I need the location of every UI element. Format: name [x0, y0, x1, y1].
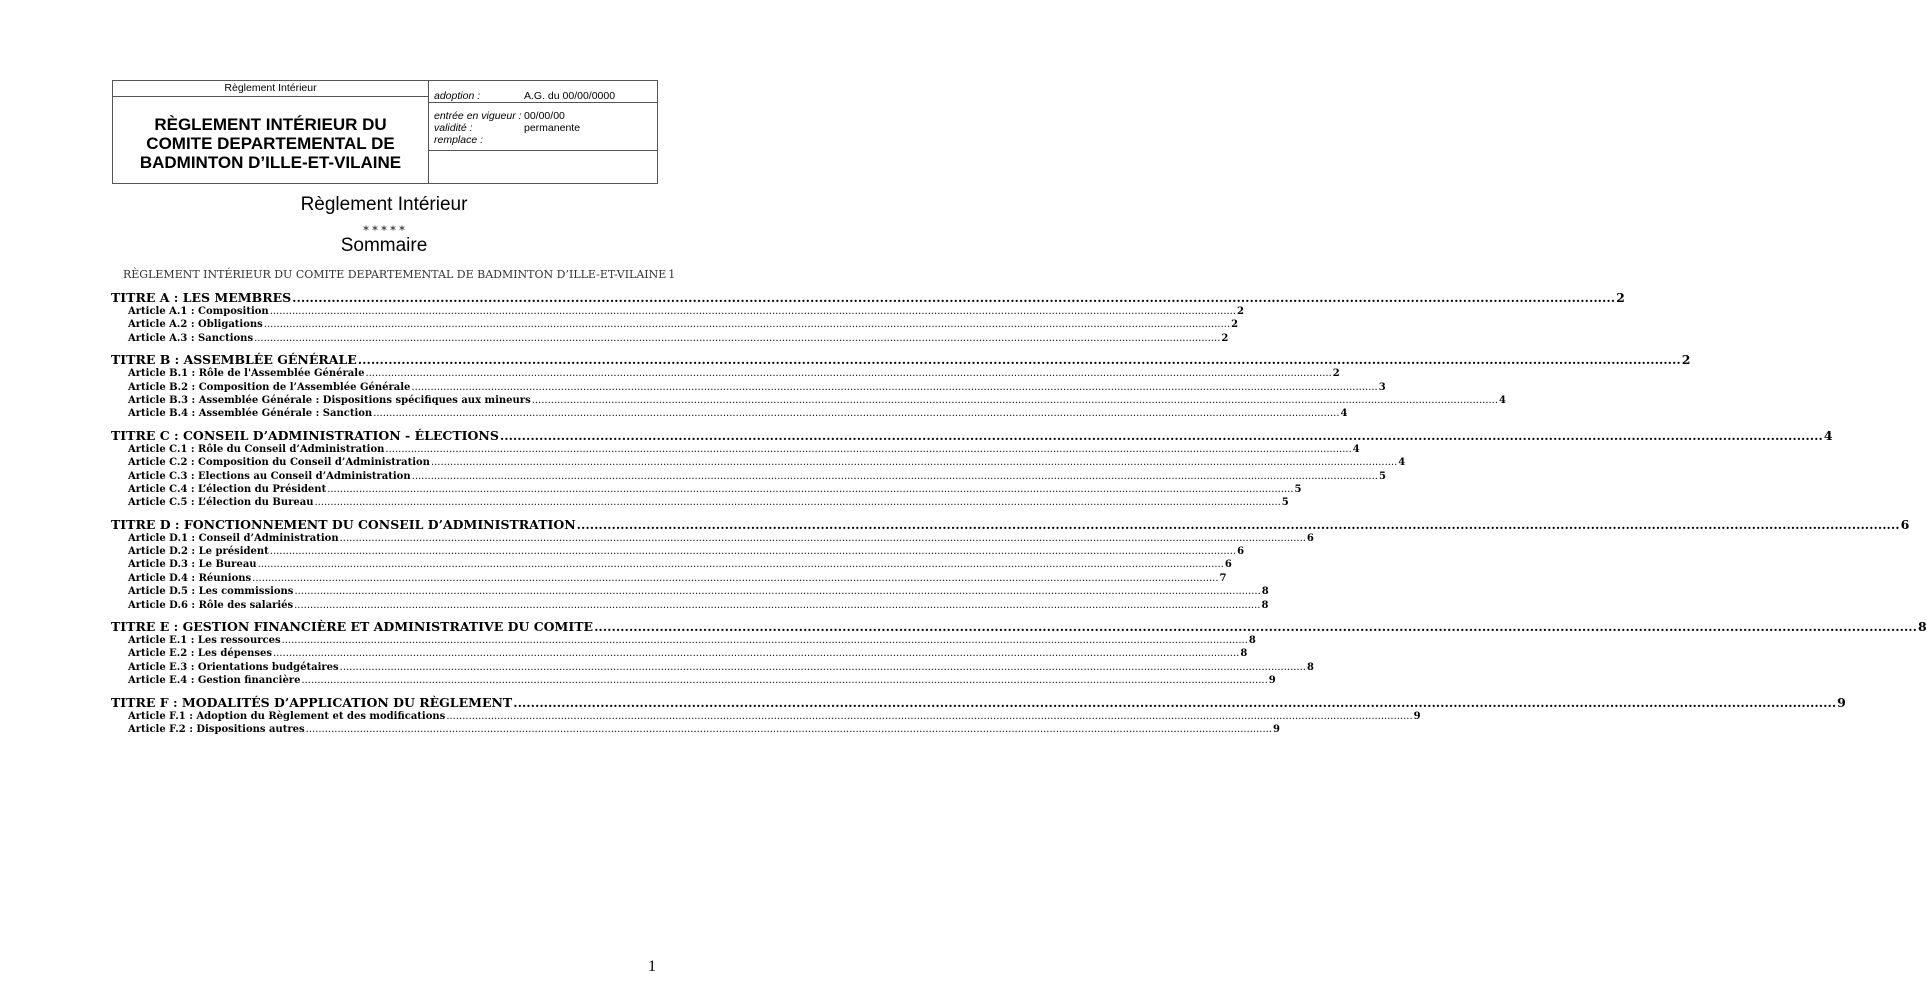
- toc-entry-page: 9: [1272, 723, 1280, 735]
- dot-leader: [365, 368, 1331, 379]
- toc-entry-article[interactable]: [111, 532, 1314, 546]
- toc-entry-label: Article F.2 : Dispositions autres: [128, 723, 305, 735]
- toc-entry-page: 8: [1261, 586, 1269, 598]
- sommaire-heading: Sommaire: [340, 235, 428, 256]
- dot-leader: [264, 319, 1230, 330]
- toc-entry-label: TITRE A : LES MEMBRES: [111, 290, 292, 305]
- toc-entry-article[interactable]: [111, 559, 1232, 572]
- toc-entry-article[interactable]: [111, 599, 1269, 613]
- toc-entry-label: TITRE F : MODALITÉS D’APPLICATION DU RÈGLEMENT: [111, 694, 513, 710]
- dot-leader: [292, 290, 1615, 305]
- toc-entry-label: TITRE E : GESTION FINANCIÈRE ET ADMINISTRATIVE DU COMITE: [111, 619, 594, 635]
- header-table: [112, 80, 658, 184]
- toc-entry-article[interactable]: [111, 661, 1314, 675]
- dot-leader: [446, 711, 1412, 722]
- toc-entry-label: Article C.5 : L’élection du Bureau: [128, 497, 314, 509]
- toc-entry-label: Article A.2 : Obligations: [128, 319, 263, 331]
- dot-leader: [385, 444, 1351, 455]
- adoption-label: adoption :: [434, 90, 481, 102]
- toc-entry-label: TITRE D : FONCTIONNEMENT DU CONSEIL D’ADMINISTRATION: [111, 516, 576, 532]
- toc-entry-label: Article D.5 : Les commissions: [128, 586, 294, 598]
- toc-entry-label: Article C.2 : Composition du Conseil d’Administration: [128, 457, 430, 469]
- toc-entry-label: Article D.6 : Rôle des salariés: [128, 599, 294, 611]
- toc-entry-label: Article E.2 : Les dépenses: [128, 648, 272, 660]
- toc-entry-page: 7: [1219, 572, 1227, 584]
- dot-leader: [270, 306, 1236, 317]
- header-label: Règlement Intérieur: [113, 81, 429, 97]
- table-of-contents: [111, 268, 1927, 737]
- toc-entry-page: 4: [1499, 394, 1506, 406]
- toc-entry-label: Article C.4 : L’élection du Président: [128, 483, 327, 495]
- toc-entry-article[interactable]: [111, 635, 1256, 648]
- dot-leader: [358, 352, 1681, 367]
- toc-entry-page: 8: [1261, 599, 1269, 611]
- entree-label: entrée en vigueur :: [434, 110, 522, 122]
- toc-entry-article[interactable]: [111, 443, 1360, 457]
- toc-entry-page: 6: [1237, 546, 1245, 558]
- toc-entry-article[interactable]: [111, 306, 1244, 319]
- toc-entry-article[interactable]: [111, 332, 1229, 346]
- toc-entry-page: 3: [1378, 381, 1386, 393]
- toc-entry-article[interactable]: [111, 648, 1248, 661]
- toc-entry-label: Article B.1 : Rôle de l'Assemblée Générale: [128, 368, 365, 380]
- adoption-value: A.G. du 00/00/0000: [524, 90, 616, 102]
- toc-entry-article[interactable]: [111, 319, 1239, 332]
- entree-value: 00/00/00: [524, 110, 565, 122]
- toc-entry-titre[interactable]: [111, 516, 1910, 533]
- toc-entry-article[interactable]: [111, 546, 1245, 559]
- toc-entry-article[interactable]: [111, 723, 1280, 737]
- dot-leader: [411, 382, 1377, 393]
- toc-entry-titre[interactable]: [111, 290, 1625, 306]
- dot-leader: [252, 573, 1218, 584]
- toc-entry-page: 2: [1681, 352, 1691, 368]
- toc-entry-page: 8: [1240, 648, 1248, 660]
- toc-entry-page: 2: [1231, 319, 1239, 331]
- toc-entry-label: Article C.3 : Elections au Conseil d’Administration: [128, 470, 411, 482]
- toc-entry-article[interactable]: [111, 457, 1406, 470]
- toc-entry-titre[interactable]: [111, 619, 1927, 635]
- toc-entry-label: Article D.4 : Réunions: [128, 572, 252, 584]
- dot-leader: [258, 559, 1224, 570]
- toc-entry-article[interactable]: [111, 497, 1289, 510]
- toc-entry-document[interactable]: [111, 268, 676, 284]
- toc-entry-page: 4: [1340, 408, 1348, 420]
- validite-label: validité :: [434, 122, 473, 134]
- toc-entry-label: Article D.2 : Le président: [128, 546, 269, 558]
- toc-entry-page: 5: [1294, 483, 1302, 495]
- page-number: 1: [648, 958, 656, 975]
- dot-leader: [306, 724, 1272, 735]
- document-title: Règlement Intérieur: [300, 194, 468, 215]
- toc-entry-page: 5: [1281, 497, 1289, 509]
- dot-leader: [254, 333, 1220, 344]
- toc-entry-titre[interactable]: [111, 694, 1846, 711]
- dot-leader: [270, 546, 1236, 557]
- dot-leader: [532, 395, 1498, 406]
- toc-entry-titre[interactable]: [111, 352, 1691, 368]
- dot-leader: [577, 517, 1900, 532]
- toc-entry-page: 6: [1900, 516, 1910, 532]
- dot-leader: [273, 648, 1239, 659]
- dot-leader: [594, 619, 1917, 634]
- dot-leader: [282, 635, 1248, 646]
- toc-entry-page: 2: [1237, 306, 1244, 317]
- toc-entry-article[interactable]: [111, 483, 1302, 497]
- toc-entry-article[interactable]: [111, 572, 1227, 586]
- dot-leader: [373, 408, 1339, 419]
- toc-entry-article[interactable]: [111, 586, 1269, 599]
- toc-entry-page: 6: [1306, 532, 1314, 544]
- toc-entry-label: Article E.4 : Gestion financière: [128, 675, 301, 687]
- toc-entry-label: Article E.3 : Orientations budgétaires: [128, 661, 339, 673]
- toc-entry-label: Article C.1 : Rôle du Conseil d’Administration: [128, 443, 385, 455]
- dot-leader: [340, 533, 1306, 544]
- toc-entry-page: 8: [1918, 619, 1927, 635]
- header-meta: [429, 81, 658, 184]
- toc-entry-label: Article D.1 : Conseil d’Administration: [128, 532, 339, 544]
- dot-leader: [431, 457, 1397, 468]
- toc-entry-page: 6: [1224, 559, 1232, 571]
- toc-entry-page: 9: [1837, 694, 1846, 710]
- toc-entry-page: 9: [1268, 675, 1276, 687]
- toc-entry-page: 4: [1398, 457, 1406, 469]
- toc-entry-article[interactable]: [111, 368, 1340, 381]
- toc-entry-page: 2: [1221, 332, 1229, 344]
- toc-entry-page: 4: [1823, 427, 1833, 443]
- dot-leader: [412, 471, 1378, 482]
- toc-entry-article[interactable]: [111, 408, 1348, 421]
- toc-entry-label: Article B.3 : Assemblée Générale : Dispositions spécifiques aux mineurs: [128, 394, 531, 406]
- toc-entry-label: Article E.1 : Les ressources: [128, 635, 281, 647]
- toc-entry-label: TITRE B : ASSEMBLÉE GÉNÉRALE: [111, 352, 357, 368]
- dot-leader: [340, 662, 1306, 673]
- main-title: RÈGLEMENT INTÉRIEUR DU COMITE DEPARTEMENTAL DE BADMINTON D’ILLE-ET-VILAINE: [113, 97, 429, 184]
- toc-entry-page: 4: [1352, 443, 1360, 455]
- toc-entry-label: TITRE C : CONSEIL D’ADMINISTRATION - ÉLECTIONS: [111, 427, 499, 443]
- toc-entry-page: 2: [1616, 290, 1625, 305]
- dot-leader: [294, 586, 1260, 597]
- toc-entry-article[interactable]: [111, 394, 1506, 408]
- toc-entry-label: RÈGLEMENT INTÉRIEUR DU COMITE DEPARTEMENTAL DE BADMINTON D’ILLE-ET-VILAINE: [123, 268, 667, 281]
- dot-leader: [314, 497, 1280, 508]
- toc-entry-article[interactable]: [111, 710, 1421, 724]
- separator-stars: * * * * *: [363, 224, 405, 237]
- toc-entry-article[interactable]: [111, 470, 1386, 484]
- toc-entry-page: 8: [1248, 635, 1256, 647]
- toc-entry-page: 8: [1306, 661, 1314, 673]
- dot-leader: [301, 675, 1267, 686]
- dot-leader: [294, 600, 1260, 611]
- toc-entry-page: 2: [1332, 368, 1340, 380]
- toc-entry-label: Article B.4 : Assemblée Générale : Sanction: [128, 408, 373, 420]
- toc-entry-label: Article A.3 : Sanctions: [128, 332, 254, 344]
- toc-entry-page: 1: [668, 268, 676, 281]
- validite-value: permanente: [524, 122, 581, 134]
- toc-entry-article[interactable]: [111, 675, 1276, 688]
- dot-leader: [327, 484, 1293, 495]
- toc-entry-page: 9: [1413, 710, 1421, 722]
- toc-entry-page: 5: [1378, 470, 1386, 482]
- toc-entry-label: Article F.1 : Adoption du Règlement et des modifications: [128, 710, 446, 722]
- remplace-label: remplace :: [434, 134, 484, 146]
- toc-entry-label: Article A.1 : Composition: [128, 306, 269, 317]
- dot-leader: [500, 428, 1823, 443]
- toc-entry-label: Article B.2 : Composition de l’Assemblée Générale: [128, 381, 411, 393]
- toc-entry-article[interactable]: [111, 381, 1386, 395]
- toc-entry-titre[interactable]: [111, 427, 1833, 444]
- dot-leader: [513, 695, 1836, 710]
- toc-entry-label: Article D.3 : Le Bureau: [128, 559, 257, 571]
